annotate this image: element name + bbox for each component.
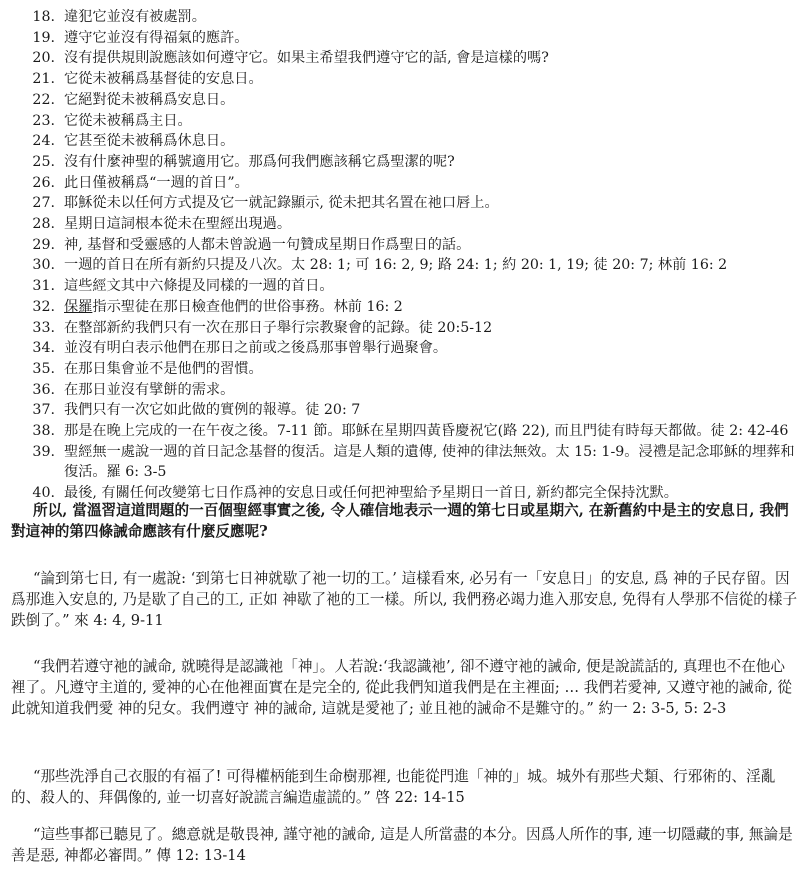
list-item [8,359,798,380]
list-item [8,131,798,152]
item-text: 遵守它並沒有得福氣的應許。 [64,29,249,46]
item-text: 在那日並沒有擘餅的需求。 [64,381,235,398]
summary-paragraph: 所以, 當溫習這道問題的一百個聖經事實之後, 令人確信地表示一週的第七日或星期六, 在新舊約中是主的安息日, 我們對這神的第四條誡命應該有什麼反應呢? [11,502,789,540]
item-number: 35. [32,360,55,377]
item-text: 它絕對從未被稱爲安息日。 [64,91,235,108]
list-item [8,421,798,442]
item-text: 那是在晚上完成的一在午夜之後。7-11 節。耶穌在星期四黃昏慶祝它(路 22), 而且門徒有時每天都做。徒 2: 42-46 [64,423,789,440]
item-text: 違犯它並沒有被處罰。 [64,9,206,25]
item-text: 聖經無一處說一週的首日記念基督的復活。這是人類的遺傳, 使神的律法無效。太 15: 1-9。浸禮是記念耶穌的埋葬和復活。羅 6: 3-5 [64,443,795,481]
list-item [8,442,798,483]
item-text-rest: 指示聖徒在那日檢查他們的世俗事務。林前 16: 2 [92,298,403,315]
scripture-quote-ecclesiastes: “這些事都已聽見了。總意就是敬畏神, 謹守祂的誡命, 這是人所當盡的本分。因爲人所作的事, 連一切隱藏的事, 無論是善是惡, 神都必審問。” 傳 12: 13-14 [11,826,793,864]
item-number: 36. [32,381,55,398]
item-number: 29. [32,236,55,253]
item-text: 這些經文其中六條提及同樣的一週的首日。 [64,278,334,295]
list-item [8,90,798,111]
item-number: 28. [32,216,55,233]
item-number: 30. [32,257,55,274]
list-item [8,255,798,276]
item-text: 我們只有一次它如此做的實例的報導。徒 20: 7 [64,402,361,419]
item-number: 18. [32,9,55,25]
item-number: 25. [32,153,55,170]
item-number: 20. [32,50,55,67]
item-number: 31. [32,278,55,295]
list-item [8,111,798,132]
scripture-quote-hebrews: “論到第七日, 有一處說: ‘到第七日神就歇了祂一切的工。’ 這樣看來, 必另有一「安息日」的安息, 爲 神的子民存留。因爲那進入安息的, 乃是歇了自己的工, 正如 神歇了祂的工一樣。所以, 我們務必竭力進入那安息, 免得有人學那不信從的樣子跌倒了。” 來 4: 4, 9-11 [11,570,798,629]
list-item [8,173,798,194]
item-number: 33. [32,319,55,336]
item-text: 耶穌從未以任何方式提及它一就記錄顯示, 從未把其名置在祂口唇上。 [64,195,499,212]
item-number: 19. [32,29,55,46]
list-item [8,214,798,235]
item-text: 神, 基督和受靈感的人都未曾說過一句贊成星期日作爲聖日的話。 [64,236,471,253]
scripture-quote-1john: “我們若遵守祂的誡命, 就曉得是認識祂「神」。人若說:‘我認識祂’, 卻不遵守祂的誡命, 便是說謊話的, 真理也不在他心裡了。凡遵守主道的, 愛神的心在他裡面實在是完全的, 從此我們知道我們是在主裡面; … 我們若愛神, 又遵守祂的誡命, 從此就知道我們愛 神的兒女。我們遵守 神的誡命, 這就是愛祂了; 並且祂的誡命不是難守的。” 約一 2: 3-5, 5: 2-3 [11,658,792,717]
item-number: 38. [32,423,55,440]
item-text: 星期日這詞根本從未在聖經出現過。 [64,216,292,233]
list-item [8,380,798,401]
item-number: 39. [32,443,55,460]
item-number: 22. [32,91,55,108]
item-number: 37. [32,402,55,419]
item-text: 在整部新約我們只有一次在那日子舉行宗教聚會的記錄。徒 20:5-12 [64,319,493,336]
item-text: 它從未被稱爲主日。 [64,112,192,129]
item-text: 一週的首日在所有新約只提及八次。太 28: 1; 可 16: 2, 9; 路 24: 1; 約 20: 1, 19; 徒 20: 7; 林前 16: 2 [64,257,728,274]
list-item [8,28,798,49]
item-number: 21. [32,71,55,88]
scripture-quote-revelation: “那些洗淨自己衣服的有福了! 可得權柄能到生命樹那裡, 也能從門進「神的」城。城外有那些犬類、行邪術的、淫亂的、殺人的、拜偶像的, 並一切喜好說謊言編造虛謊的。” 啓 22: 14-15 [11,768,776,806]
item-number: 32. [32,298,55,315]
list-item [8,338,798,359]
underlined-name: 保羅 [64,298,93,315]
list-item [8,152,798,173]
list-item [8,318,798,339]
list-item [8,400,798,421]
list-item [8,193,798,214]
list-item [8,297,798,318]
item-text: 最後, 有關任何改變第七日作爲神的安息日或任何把神聖給予星期日一首日, 新約都完全保持沈默。 [64,485,678,502]
item-text: 在那日集會並不是他們的習慣。 [64,360,263,377]
item-text: 它甚至從未被稱爲休息日。 [64,133,235,150]
item-text: 沒有什麼神聖的稱號適用它。那爲何我們應該稱它爲聖潔的呢? [64,153,455,170]
list-item [8,276,798,297]
item-number: 23. [32,112,55,129]
item-number: 26. [32,174,55,191]
item-text: 此日僅被稱爲“一週的首日”。 [64,174,249,191]
item-number: 24. [32,133,55,150]
item-number: 27. [32,195,55,212]
list-item [8,235,798,256]
item-text [64,297,798,318]
item-number: 40. [32,485,55,502]
item-number: 34. [32,340,55,357]
item-text: 它從未被稱爲基督徒的安息日。 [64,71,263,88]
list-item [8,7,798,28]
item-text: 沒有提供規則說應該如何遵守它。如果主希望我們遵守它的話, 會是這樣的嗎? [64,50,549,67]
numbered-list [8,7,798,504]
list-item [8,48,798,69]
list-item [8,69,798,90]
item-text: 並沒有明白表示他們在那日之前或之後爲那事曾舉行過聚會。 [64,340,448,357]
